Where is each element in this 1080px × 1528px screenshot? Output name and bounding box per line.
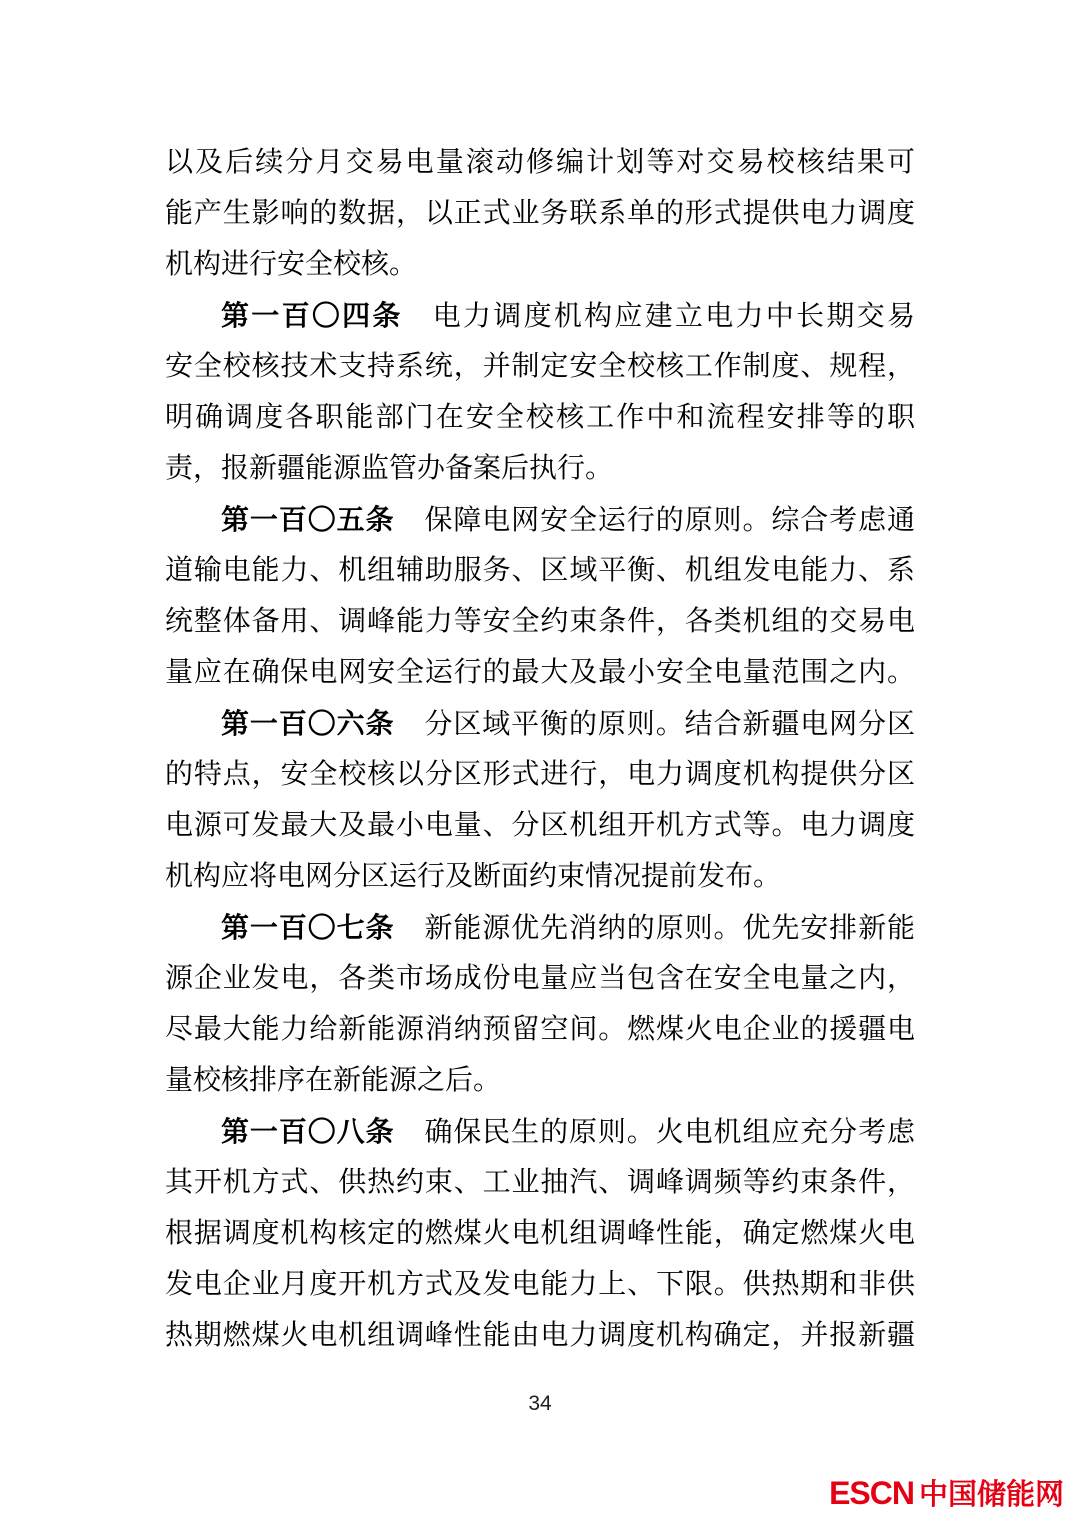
text-line — [165, 1259, 915, 1310]
article-number: 第一百〇六条 — [221, 708, 395, 739]
text-line — [165, 596, 915, 647]
text-line — [165, 290, 915, 341]
line-text: 保障电网安全运行的原则。综合考虑通 — [424, 505, 915, 536]
text-line — [165, 545, 915, 596]
line-text: 责，报新疆能源监管办备案后执行。 — [165, 453, 614, 484]
line-text: 机构应将电网分区运行及断面约束情况提前发布。 — [165, 861, 782, 892]
escn-logo-latin: ESCN — [829, 1475, 914, 1511]
escn-logo — [829, 1472, 1064, 1513]
escn-logo-cjk: 中国储能网 — [918, 1479, 1064, 1511]
line-text: 以及后续分月交易电量滚动修编计划等对交易校核结果可 — [165, 147, 915, 178]
line-text: 尽最大能力给新能源消纳预留空间。燃煤火电企业的援疆电 — [165, 1014, 915, 1045]
line-text: 明确调度各职能部门在安全校核工作中和流程安排等的职 — [165, 402, 915, 433]
text-line — [165, 443, 915, 494]
text-line — [165, 1004, 915, 1055]
line-text: 量校核排序在新能源之后。 — [165, 1065, 502, 1096]
text-line — [165, 800, 915, 851]
text-line — [165, 188, 915, 239]
text-line — [165, 647, 915, 698]
line-text: 发电企业月度开机方式及发电能力上、下限。供热期和非供 — [165, 1269, 915, 1300]
line-text: 新能源优先消纳的原则。优先安排新能 — [424, 913, 915, 944]
line-text: 的特点，安全校核以分区形式进行，电力调度机构提供分区 — [165, 759, 915, 790]
article-number: 第一百〇七条 — [221, 912, 395, 943]
text-line — [165, 1208, 915, 1259]
line-text: 统整体备用、调峰能力等安全约束条件，各类机组的交易电 — [165, 606, 915, 637]
text-line — [165, 1157, 915, 1208]
line-text: 电源可发最大及最小电量、分区机组开机方式等。电力调度 — [165, 810, 915, 841]
article-number: 第一百〇八条 — [221, 1116, 395, 1147]
line-text: 根据调度机构核定的燃煤火电机组调峰性能，确定燃煤火电 — [165, 1218, 915, 1249]
line-text: 机构进行安全校核。 — [165, 249, 418, 280]
text-line — [165, 392, 915, 443]
text-line — [165, 902, 915, 953]
article-number: 第一百〇四条 — [221, 300, 403, 331]
text-line — [165, 494, 915, 545]
text-line — [165, 1106, 915, 1157]
line-text: 能产生影响的数据，以正式业务联系单的形式提供电力调度 — [165, 198, 915, 229]
line-text: 电力调度机构应建立电力中长期交易 — [432, 301, 915, 332]
text-line — [165, 137, 915, 188]
text-line — [165, 953, 915, 1004]
text-line — [165, 1310, 915, 1361]
line-text: 道输电能力、机组辅助服务、区域平衡、机组发电能力、系 — [165, 555, 915, 586]
line-text: 源企业发电，各类市场成份电量应当包含在安全电量之内， — [165, 963, 915, 994]
page-number: 34 — [528, 1392, 552, 1415]
text-line — [165, 341, 915, 392]
article-number: 第一百〇五条 — [221, 504, 395, 535]
line-text: 分区域平衡的原则。结合新疆电网分区 — [424, 709, 915, 740]
line-text: 量应在确保电网安全运行的最大及最小安全电量范围之内。 — [165, 657, 915, 688]
text-line — [165, 749, 915, 800]
line-text: 热期燃煤火电机组调峰性能由电力调度机构确定，并报新疆 — [165, 1320, 915, 1351]
line-text: 确保民生的原则。火电机组应充分考虑 — [424, 1117, 915, 1148]
line-text: 安全校核技术支持系统，并制定安全校核工作制度、规程， — [165, 351, 915, 382]
line-text: 其开机方式、供热约束、工业抽汽、调峰调频等约束条件， — [165, 1167, 915, 1198]
text-line — [165, 851, 915, 902]
document-body — [165, 137, 915, 1361]
text-line — [165, 239, 915, 290]
text-line — [165, 1055, 915, 1106]
text-line — [165, 698, 915, 749]
